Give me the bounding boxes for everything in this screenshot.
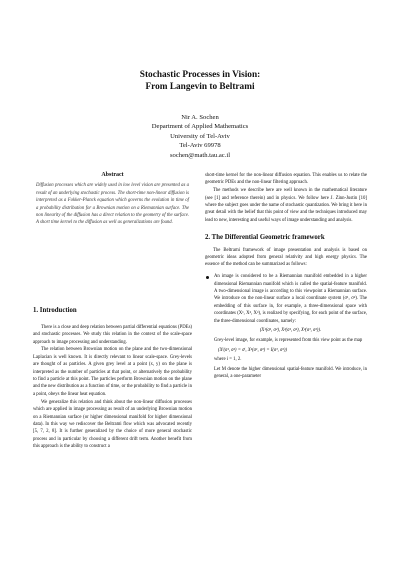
equation-embedding: (X¹(σ¹, σ²), X²(σ¹, σ²), X³(σ¹, σ²)). (259, 328, 322, 334)
author-university: University of Tel-Aviv (170, 132, 230, 140)
intro-paragraph-3: We generalize this relation and think about the non-linear diffusion processes which are applied in image processing as result of an underlying Brownian motion on a Riemannian surface (or higher dimensional manifold for higher dimensional data). In this way we rediscover the Beltrami flow which was advocated recently [5, 7, 2, 8]. It is further generalized by the choice of more general stochastic process and in particular by choosing a different drift term. Another benefit from this approach is the ability to construct a (33, 399, 192, 450)
framework-bullet (205, 273, 367, 380)
title-line-1: Stochastic Processes in Vision: (139, 70, 261, 80)
intro-paragraph-4: The methods we describe here are well known in the mathematical literature (see [1] and reference therein) and in physics. We follow here J. Zinn-Justin [10] where the subject goes under the name of stochastic quantization. We bring it here in great detail with the belief that this point of view and the techniques introduced may lead to new, interesting and useful ways of image understanding and analysis. (205, 188, 367, 223)
author-block (0, 113, 400, 160)
title-line-2: From Langevin to Beltrami (145, 81, 255, 92)
left-column (33, 172, 192, 451)
right-column (205, 172, 367, 383)
author-email: sochen@math.tau.ac.il (169, 151, 231, 159)
framework-intro: The Beltrami framework of image presentation and analysis is based on geometric ideas adopted from general relativity and high energy physics. The essence of the method can be summarized as follows: (205, 247, 367, 268)
where-clause: where i = 1, 2. (214, 357, 242, 363)
grey-level-text: Grey-level image, for example, is represented from this view point as the map (214, 338, 363, 344)
paper-title (0, 70, 400, 93)
equation-grey-level-map: (Xⁱ(σ¹, σ²) = σⁱ, X³(σ¹, σ²) = I(σ¹, σ²)) (218, 347, 287, 353)
bullet-text: An image is considered to be a Riemannian manifold embedded in a higher dimensional Riemannian manifold which is called the spatial-feature manifold. A two-dimensional image is according to this viewpoint a Riemannian surface. We introduce on the non-linear surface a local coordinate system (σ¹, σ²). The embedding of this surface in, for example, a three-dimensional space with coordinates (X¹, X², X³), is realized by specifying, for each point of the surface, the three-dimensional coordinates, namely: (214, 274, 367, 324)
abstract-text: Diffusion processes which are widely used in low level vision are presented as a result of an underlying stochastic process. The short-time non-linear diffusion is interpreted as a Fokker-Planck equation which governs the evolution in time of a probability distribution for a Brownian motion on a Riemannian surface. The non linearity of the diffusion has a direct relation to the geometry of the surface. A short time kernel to the diffusion as well as generalizations are found. (36, 183, 189, 226)
abstract-heading: Abstract (101, 172, 124, 178)
author-name: Nir A. Sochen (181, 114, 219, 121)
intro-paragraph-2: The relation between Brownian motion on the plane and the two-dimensional Laplacian is well known. It is directly relevant to linear scale-space. Grey-levels are thought of as particles. A given grey level at a point (x, y) on the plane is interpreted as the number of particles at that point, or alternatively the probability to find a particle at this point. The particles perform Brownian motion on the plane and the new distribution as a function of time, or the probability to find a particle in a point, obeys the linear heat equation. (33, 347, 192, 397)
manifold-text: Let M denote the higher dimensional spatial-feature manifold. We introduce, in general, a one-parameter (214, 366, 367, 380)
section-heading-geometric-framework: 2. The Differential Geometric framework (205, 233, 325, 241)
intro-paragraph-1: There is a close and deep relation between partial differential equations (PDEs) and stochastic processes. We study this relation in the context of the scale-space approach to image processing and understanding. (33, 324, 192, 345)
bullet-icon (206, 276, 209, 279)
author-department: Department of Applied Mathematics (151, 123, 249, 131)
author-location: Tel-Aviv 69978 (179, 142, 221, 150)
intro-continuation: short-time kernel for the non-linear diffusion equation. This enables us to relate the geometric PDEs and the non-linear filtering approach. (205, 173, 367, 186)
section-heading-introduction: 1. Introduction (33, 306, 77, 314)
